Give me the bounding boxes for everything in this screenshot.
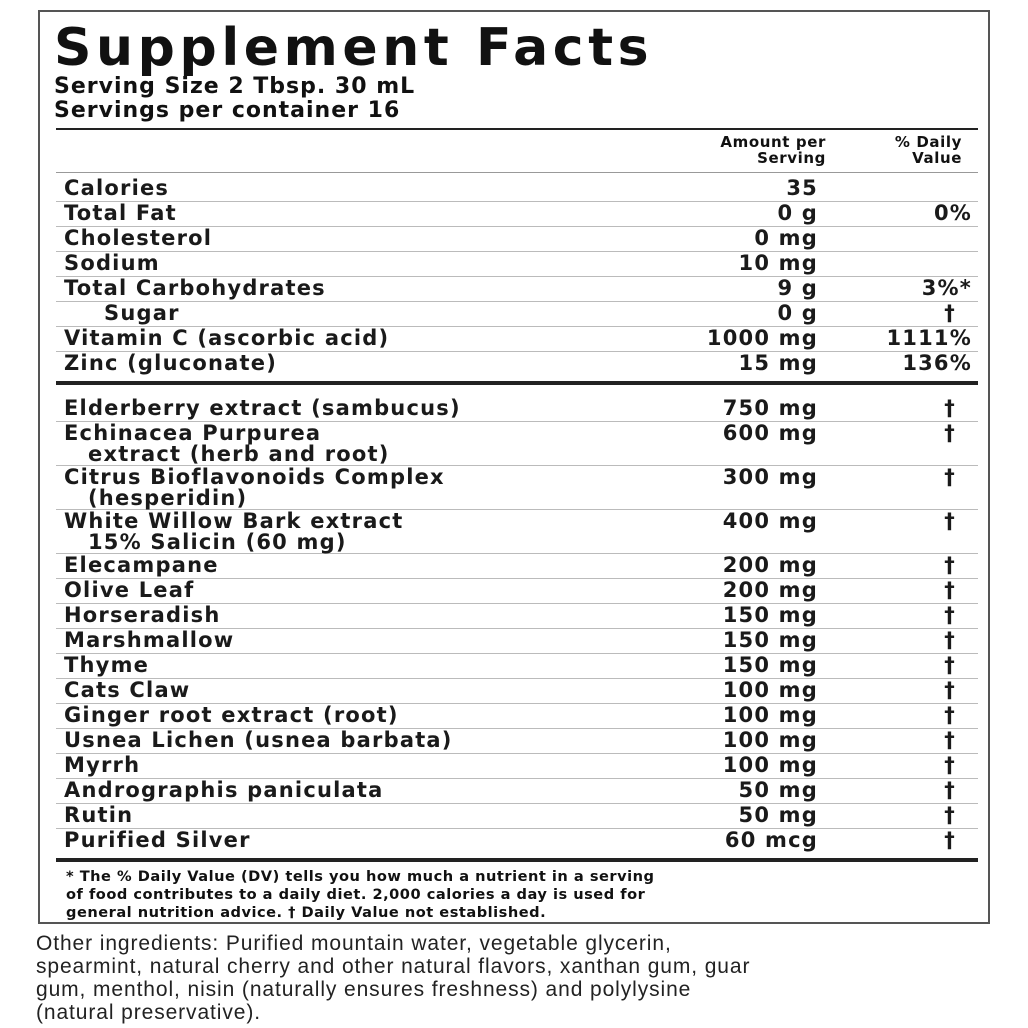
nutrient-name: Total Carbohydrates <box>64 276 326 300</box>
ingredient-name: Cats Claw <box>64 678 191 702</box>
ingredient-row <box>56 828 978 853</box>
ingredient-name: Olive Leaf <box>64 578 195 602</box>
other-ingredients <box>36 932 976 1024</box>
servings-per-container: Servings per container 16 <box>54 98 401 123</box>
nutrient-name: Vitamin C (ascorbic acid) <box>64 326 390 350</box>
ingredient-row <box>56 465 978 510</box>
ingredient-dv: † <box>944 828 956 852</box>
other-ingredients-line2: spearmint, natural cherry and other natural flavors, xanthan gum, guar <box>36 955 751 978</box>
nutrient-row <box>56 201 978 227</box>
column-header-dv <box>895 134 962 166</box>
ingredient-dv: † <box>944 396 956 420</box>
divider-bottom <box>56 858 978 862</box>
ingredient-name: Elecampane <box>64 553 219 577</box>
ingredient-amount: 300 mg <box>722 465 818 489</box>
footnote-line1: * The % Daily Value (DV) tells you how much a nutrient in a serving <box>66 868 655 885</box>
nutrient-amount: 35 <box>786 176 818 200</box>
ingredient-row <box>56 653 978 679</box>
nutrient-name: Zinc (gluconate) <box>64 351 277 375</box>
ingredient-name <box>64 421 390 466</box>
ingredient-amount: 200 mg <box>722 578 818 602</box>
ingredient-amount: 750 mg <box>722 396 818 420</box>
nutrient-name: Total Fat <box>64 201 177 225</box>
other-ingredients-line1: Other ingredients: Purified mountain water, vegetable glycerin, <box>36 932 672 955</box>
ingredient-dv: † <box>944 603 956 627</box>
column-header-dv-line1: % Daily <box>894 133 962 151</box>
nutrient-name: Calories <box>64 176 170 200</box>
ingredient-name-line2: extract (herb and root) <box>88 442 390 466</box>
ingredient-name: Elderberry extract (sambucus) <box>64 396 461 420</box>
ingredient-name: Myrrh <box>64 753 141 777</box>
nutrient-amount: 10 mg <box>738 251 818 275</box>
ingredient-name-line1: Echinacea Purpurea <box>64 421 322 445</box>
ingredient-name: Andrographis paniculata <box>64 778 384 802</box>
other-ingredients-line3: gum, menthol, nisin (naturally ensures freshness) and polylysine <box>36 978 692 1001</box>
nutrient-amount: 15 mg <box>738 351 818 375</box>
nutrient-amount: 0 g <box>777 201 818 225</box>
ingredient-dv: † <box>944 421 956 445</box>
column-header-amount <box>720 134 826 166</box>
panel-title: Supplement Facts <box>54 18 654 78</box>
nutrient-amount: 9 g <box>777 276 818 300</box>
ingredient-dv: † <box>944 553 956 577</box>
ingredient-name: Ginger root extract (root) <box>64 703 399 727</box>
ingredient-dv: † <box>944 509 956 533</box>
ingredient-row <box>56 509 978 554</box>
ingredient-row <box>56 778 978 804</box>
ingredient-name-line1: Citrus Bioflavonoids Complex <box>64 465 445 489</box>
ingredient-amount: 50 mg <box>738 803 818 827</box>
nutrient-name: Sugar <box>104 301 180 325</box>
ingredient-row <box>56 396 978 422</box>
ingredient-name-line2: 15% Salicin (60 mg) <box>88 530 347 554</box>
divider-thick <box>56 381 978 385</box>
ingredient-amount: 150 mg <box>722 653 818 677</box>
ingredient-name: Thyme <box>64 653 150 677</box>
divider-header <box>56 172 978 173</box>
nutrient-amount: 0 mg <box>754 226 818 250</box>
footnote-line3: general nutrition advice. † Daily Value not established. <box>66 904 547 921</box>
ingredient-name: Usnea Lichen (usnea barbata) <box>64 728 453 752</box>
column-header-dv-line2: Value <box>912 149 962 167</box>
ingredient-amount: 150 mg <box>722 603 818 627</box>
nutrient-amount: 0 g <box>777 301 818 325</box>
ingredient-amount: 100 mg <box>722 753 818 777</box>
serving-size: Serving Size 2 Tbsp. 30 mL <box>54 74 416 99</box>
ingredient-amount: 100 mg <box>722 703 818 727</box>
nutrient-amount: 1000 mg <box>706 326 818 350</box>
ingredient-row <box>56 628 978 654</box>
divider-top <box>56 128 978 130</box>
nutrient-row <box>56 351 978 376</box>
ingredient-amount: 100 mg <box>722 728 818 752</box>
nutrient-name: Cholesterol <box>64 226 213 250</box>
ingredient-dv: † <box>944 728 956 752</box>
ingredient-name <box>64 509 404 554</box>
nutrient-row <box>56 276 978 302</box>
column-header-amount-line2: Serving <box>757 149 826 167</box>
ingredient-amount: 400 mg <box>722 509 818 533</box>
nutrient-name: Sodium <box>64 251 160 275</box>
ingredient-name <box>64 465 445 510</box>
nutrient-dv: 0% <box>933 201 972 225</box>
ingredient-row <box>56 421 978 466</box>
ingredient-name: Horseradish <box>64 603 221 627</box>
ingredient-row <box>56 728 978 754</box>
nutrient-dv: 3%* <box>921 276 972 300</box>
supplement-facts-panel <box>38 10 990 924</box>
ingredient-dv: † <box>944 803 956 827</box>
ingredient-name: Rutin <box>64 803 134 827</box>
ingredient-dv: † <box>944 653 956 677</box>
ingredient-row <box>56 803 978 829</box>
ingredient-row <box>56 703 978 729</box>
nutrient-row <box>56 226 978 252</box>
ingredient-name-line2: (hesperidin) <box>88 486 248 510</box>
ingredient-name: Marshmallow <box>64 628 235 652</box>
ingredient-row <box>56 578 978 604</box>
column-header-amount-line1: Amount per <box>720 133 826 151</box>
ingredient-row <box>56 553 978 579</box>
nutrient-row <box>56 326 978 352</box>
ingredient-dv: † <box>944 465 956 489</box>
ingredient-amount: 150 mg <box>722 628 818 652</box>
nutrient-row <box>56 251 978 277</box>
footnote-line2: of food contributes to a daily diet. 2,000 calories a day is used for <box>66 886 646 903</box>
ingredient-dv: † <box>944 628 956 652</box>
other-ingredients-line4: (natural preservative). <box>36 1001 261 1024</box>
nutrient-row <box>56 176 978 202</box>
nutrient-dv: † <box>944 301 956 325</box>
ingredient-dv: † <box>944 703 956 727</box>
ingredient-dv: † <box>944 678 956 702</box>
ingredient-row <box>56 603 978 629</box>
ingredient-name: Purified Silver <box>64 828 251 852</box>
nutrient-row <box>56 301 978 327</box>
ingredient-name-line1: White Willow Bark extract <box>64 509 404 533</box>
ingredient-dv: † <box>944 753 956 777</box>
ingredient-amount: 50 mg <box>738 778 818 802</box>
ingredient-amount: 600 mg <box>722 421 818 445</box>
nutrient-dv: 1111% <box>886 326 972 350</box>
ingredient-dv: † <box>944 578 956 602</box>
ingredient-amount: 200 mg <box>722 553 818 577</box>
ingredient-amount: 60 mcg <box>724 828 818 852</box>
ingredient-amount: 100 mg <box>722 678 818 702</box>
ingredient-row <box>56 753 978 779</box>
nutrient-dv: 136% <box>902 351 972 375</box>
daily-value-footnote <box>66 868 986 922</box>
ingredient-row <box>56 678 978 704</box>
ingredient-dv: † <box>944 778 956 802</box>
